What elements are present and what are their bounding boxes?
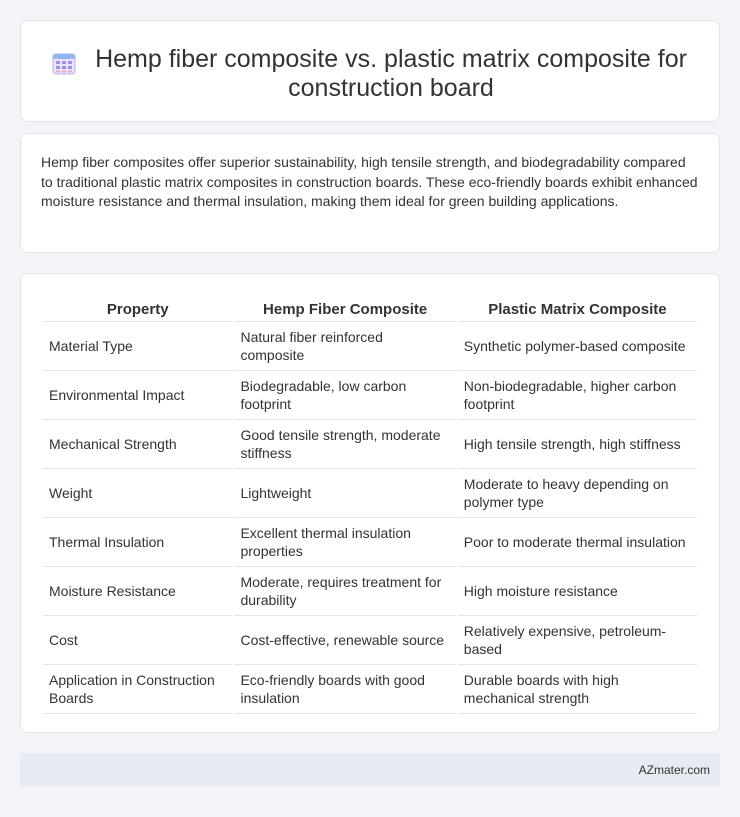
table-row [43, 469, 697, 518]
header-hemp: Hemp Fiber Composite [234, 294, 455, 322]
table-row [43, 616, 697, 665]
cell-hemp: Moderate, requires treatment for durability [234, 567, 455, 616]
cell-plastic: High moisture resistance [458, 567, 697, 616]
table-header-row [43, 294, 697, 322]
title-card [20, 20, 720, 122]
table-row [43, 567, 697, 616]
cell-property: Cost [43, 616, 232, 665]
comparison-card [20, 273, 720, 733]
cell-plastic: Synthetic polymer-based composite [458, 322, 697, 371]
table-row [43, 420, 697, 469]
table-row [43, 322, 697, 371]
table-row [43, 665, 697, 714]
cell-plastic: Durable boards with high mechanical strength [458, 665, 697, 714]
cell-property: Application in Construction Boards [43, 665, 232, 714]
cell-plastic: Relatively expensive, petroleum-based [458, 616, 697, 665]
header-property: Property [43, 294, 232, 322]
cell-hemp: Eco-friendly boards with good insulation [234, 665, 455, 714]
footer-bar [20, 753, 720, 786]
cell-hemp: Lightweight [234, 469, 455, 518]
page-title: Hemp fiber composite vs. plastic matrix composite for construction board [95, 45, 687, 102]
cell-property: Environmental Impact [43, 371, 232, 420]
table-row [43, 371, 697, 420]
cell-hemp: Biodegradable, low carbon footprint [234, 371, 455, 420]
cell-property: Thermal Insulation [43, 518, 232, 567]
table-icon [51, 51, 77, 77]
cell-plastic: Non-biodegradable, higher carbon footprint [458, 371, 697, 420]
title-row [21, 21, 719, 103]
summary-text: Hemp fiber composites offer superior sustainability, high tensile strength, and biodegradability compared to traditional plastic matrix composites in construction boards. These eco-friendly boards exhibit enhanced moisture resistance and thermal insulation, making them ideal for green building applications. [41, 154, 698, 209]
cell-property: Material Type [43, 322, 232, 371]
cell-property: Weight [43, 469, 232, 518]
table-row [43, 518, 697, 567]
header-plastic: Plastic Matrix Composite [458, 294, 697, 322]
cell-plastic: High tensile strength, high stiffness [458, 420, 697, 469]
cell-property: Mechanical Strength [43, 420, 232, 469]
comparison-table [41, 294, 699, 714]
cell-plastic: Moderate to heavy depending on polymer type [458, 469, 697, 518]
cell-hemp: Good tensile strength, moderate stiffness [234, 420, 455, 469]
cell-hemp: Natural fiber reinforced composite [234, 322, 455, 371]
footer-site-link[interactable]: AZmater.com [638, 762, 710, 777]
cell-hemp: Excellent thermal insulation properties [234, 518, 455, 567]
cell-hemp: Cost-effective, renewable source [234, 616, 455, 665]
cell-property: Moisture Resistance [43, 567, 232, 616]
cell-plastic: Poor to moderate thermal insulation [458, 518, 697, 567]
summary-card [20, 133, 720, 253]
